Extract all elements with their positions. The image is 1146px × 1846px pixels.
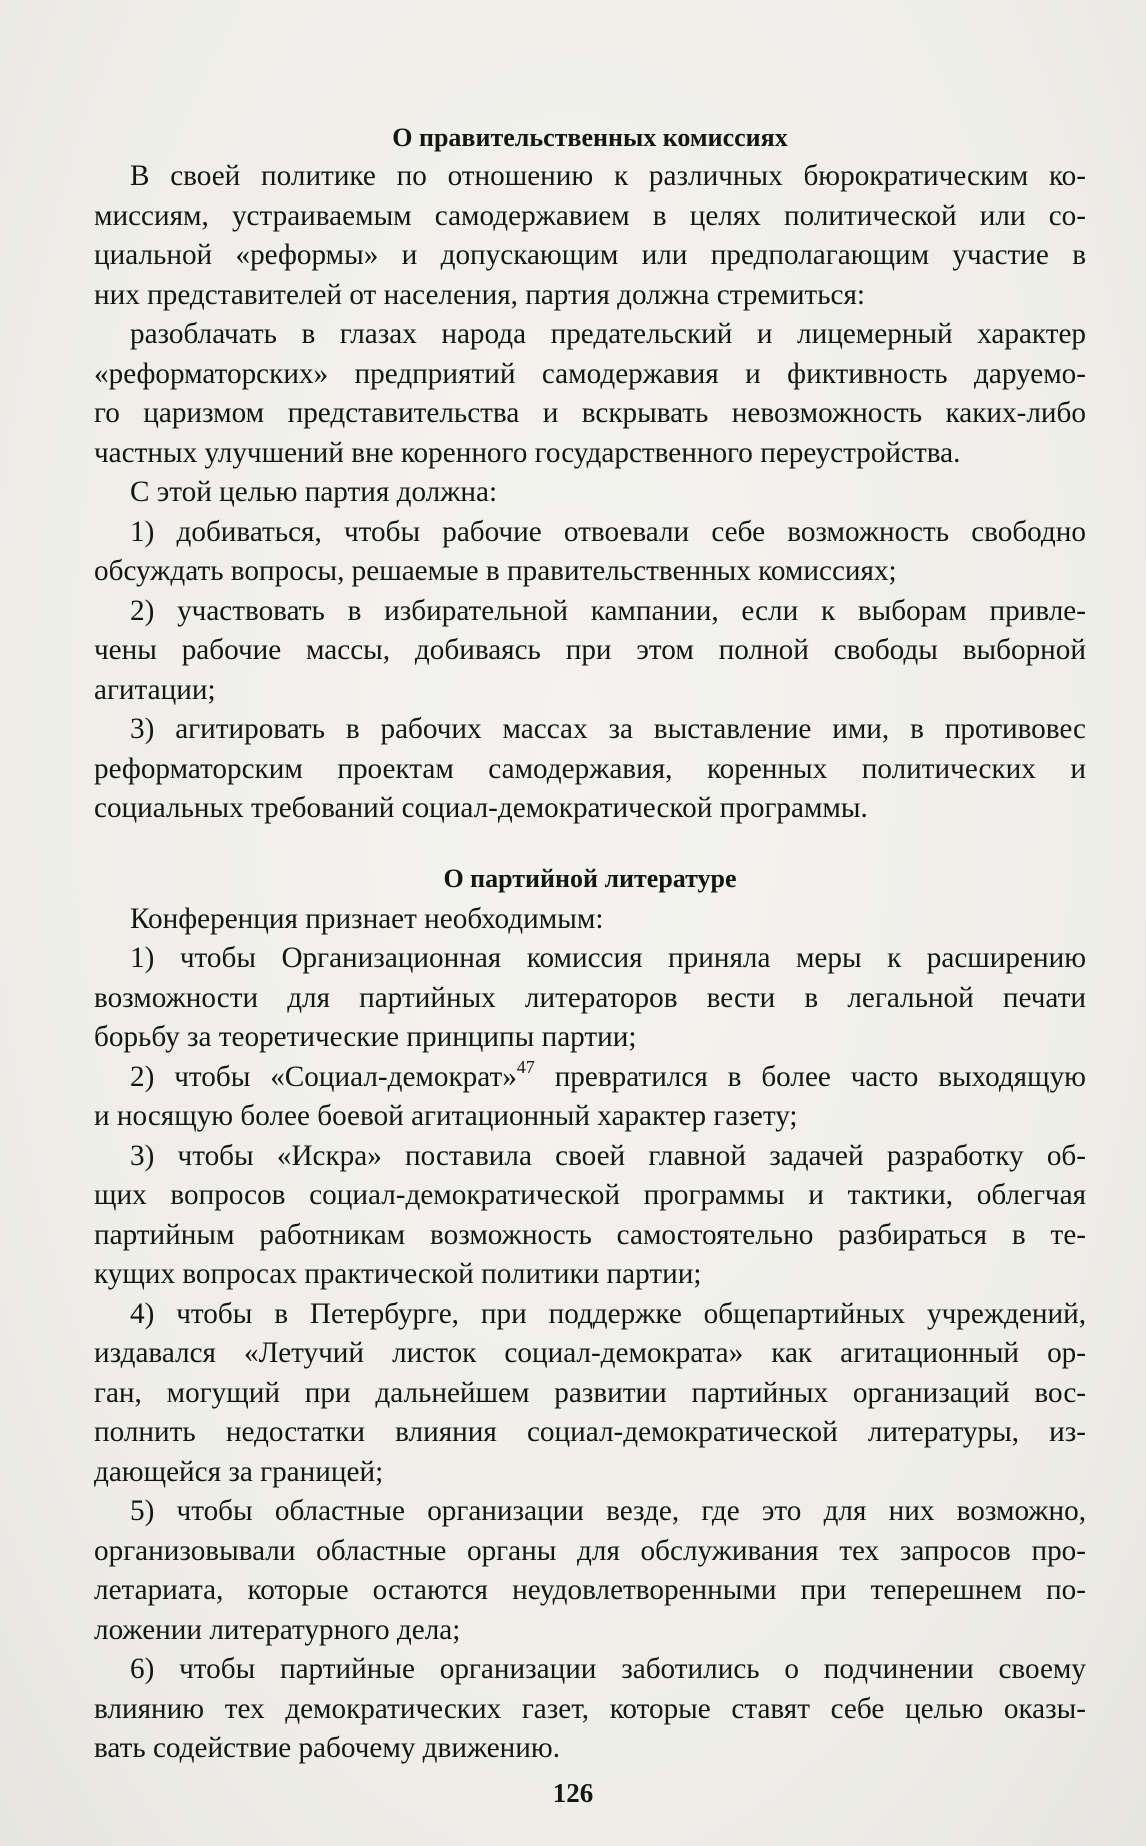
- line-part: превратился в более часто выходящую: [534, 1060, 1086, 1093]
- text-line: издавался «Летучий листок социал-демократа» как агитационный ор-: [94, 1337, 1086, 1369]
- text-line: 2) участвовать в избирательной кампании, если к выборам привле-: [130, 594, 1086, 627]
- text-line: вать содействие рабочему движению.: [94, 1732, 561, 1764]
- text-line: 4) чтобы в Петербурге, при поддержке общепартийных учреждений,: [130, 1297, 1086, 1330]
- list-item: [94, 1295, 1086, 1493]
- text-line: 3) агитировать в рабочих массах за выставление ими, в противовес: [130, 713, 1086, 745]
- paragraph: [94, 315, 1086, 473]
- paragraph: [94, 157, 1086, 315]
- text-line: влиянию тех демократических газет, которые ставят себе целью оказы-: [94, 1692, 1086, 1725]
- text-line: полнить недостатки влияния социал-демократической литературы, из-: [94, 1416, 1086, 1448]
- text-line: обсуждать вопросы, решаемые в правительственных комиссиях;: [94, 555, 897, 587]
- text-line: циальной «реформы» и допускающим или предполагающим участие в: [94, 239, 1086, 271]
- text-line: ган, могущий при дальнейшем развитии партийных организаций вос-: [94, 1376, 1086, 1409]
- text-line: 3) чтобы «Искра» поставила своей главной задачей разработку об-: [130, 1139, 1086, 1172]
- text-line: агитации;: [94, 673, 216, 706]
- text-line: Конференция признает необходимым:: [130, 902, 604, 935]
- list-item: [94, 1492, 1086, 1650]
- text-line: них представителей от населения, партия должна стремиться:: [94, 278, 866, 311]
- list-item: [94, 513, 1086, 592]
- text-line: С этой целью партия должна:: [130, 476, 498, 508]
- text-line: В своей политике по отношению к различных бюрократическим ко-: [130, 160, 1086, 192]
- text-line: ложении литературного дела;: [94, 1613, 461, 1646]
- text-line: и носящую более боевой агитационный характер газету;: [94, 1100, 798, 1132]
- paragraph: [94, 473, 1086, 513]
- text-line: 1) добиваться, чтобы рабочие отвоевали себе возможность свободно: [130, 515, 1086, 548]
- text-line: партийным работникам возможность самостоятельно разбираться в те-: [94, 1218, 1086, 1251]
- list-item: [94, 1058, 1086, 1137]
- list-item: [94, 1137, 1086, 1295]
- text-line: разоблачать в глазах народа предательский и лицемерный характер: [130, 318, 1086, 350]
- text-line: организовывали областные органы для обслуживания тех запросов про-: [94, 1534, 1086, 1567]
- text-line: миссиям, устраиваемым самодержавием в целях политической или со-: [94, 199, 1086, 232]
- text-line: го царизмом представительства и вскрывать невозможность каких-либо: [94, 397, 1086, 429]
- text-line: кущих вопросах практической политики партии;: [94, 1258, 702, 1290]
- line-part: 2) чтобы «Социал-демократ»: [130, 1060, 517, 1093]
- text-line: дающейся за границей;: [94, 1455, 384, 1488]
- text-line: щих вопросов социал-демократической программы и тактики, облегчая: [94, 1179, 1086, 1211]
- list-item: [94, 1650, 1086, 1769]
- paragraph: [94, 900, 1086, 940]
- text-line: 5) чтобы областные организации везде, где это для них возможно,: [130, 1495, 1086, 1527]
- text-line: летариата, которые остаются неудовлетворенными при теперешнем по-: [94, 1574, 1086, 1606]
- section-title-literature: О партийной литературе: [443, 863, 737, 893]
- text-line: [94, 1058, 1086, 1098]
- text-line: 1) чтобы Организационная комиссия приняла меры к расширению: [130, 942, 1086, 974]
- text-line: борьбу за теоретические принципы партии;: [94, 1021, 637, 1053]
- text-line: социальных требований социал-демократической программы.: [94, 792, 868, 824]
- text-column: [94, 118, 1086, 1769]
- text-line: реформаторским проектам самодержавия, коренных политических и: [94, 752, 1086, 785]
- text-line: чены рабочие массы, добиваясь при этом полной свободы выборной: [94, 634, 1086, 666]
- list-item: [94, 592, 1086, 711]
- text-line: возможности для партийных литераторов вести в легальной печати: [94, 981, 1086, 1014]
- text-line: частных улучшений вне коренного государственного переустройства.: [94, 436, 961, 469]
- list-item: [94, 710, 1086, 829]
- list-item: [94, 939, 1086, 1058]
- section-title-commissions: О правительственных комиссиях: [392, 123, 788, 152]
- text-line: 6) чтобы партийные организации заботились о подчинении своему: [130, 1653, 1086, 1685]
- page-number: 126: [552, 1778, 594, 1808]
- footnote-ref: 47: [516, 1056, 535, 1077]
- text-line: «реформаторских» предприятий самодержавия и фиктивность даруемо-: [94, 357, 1086, 390]
